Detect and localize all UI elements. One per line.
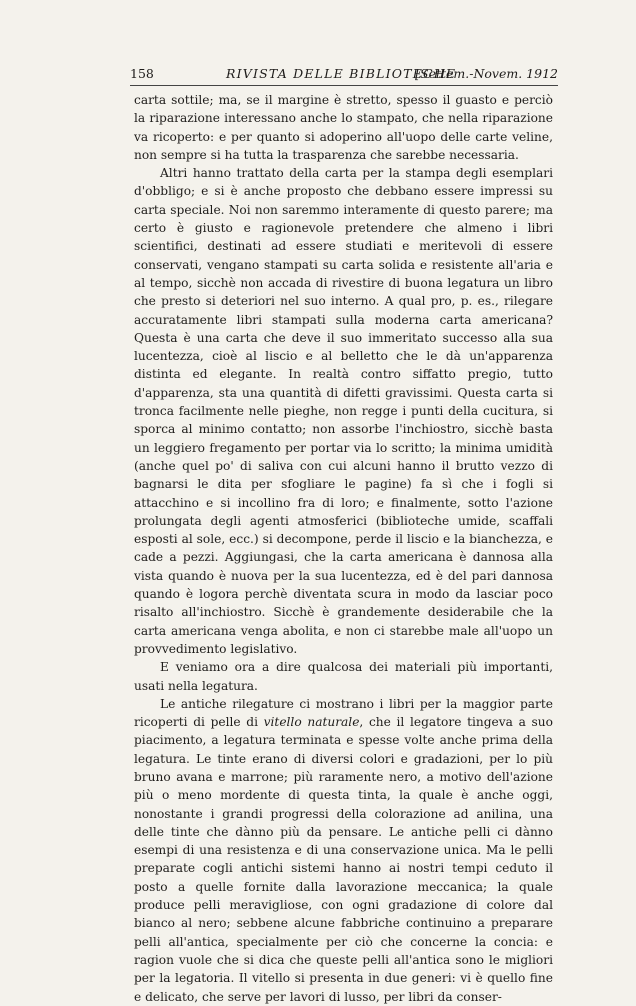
paragraph-4-text-b: , che il legatore tingeva a suo piacimento, a legatura terminata e spesse volte anche prima della legatura. Le tinte erano di diversi colori e gradazioni, per lo più bruno avana e marrone; più raramente nero, a motivo dell'azione più o meno mordente di questa tinta, la quale è anche oggi, nonostante i grandi progressi della colorazione ad anilina, una delle tinte che dànno più da pensare. Le antiche pelli ci dànno esempi di una resistenza e di una conservazione unica. Ma le pelli preparate cogli antichi sistemi hanno ai nostri tempi ceduto il posto a quelle fornite dalla lavorazione meccanica; la quale produce pelli meravigliose, con ogni gradazione di colore dal bianco al nero; sebbene alcune fabbriche continuino a preparare pelli all'antica, specialmente per ciò che concerne la concia: e ragion vuole che si dica che queste pelli all'antica sono le migliori per la legatoria. Il vitello si presenta in due generi: vi è quello fine e delicato, che serve per lavori di lusso, per libri da conser- <box>134 715 553 1004</box>
paragraph-3: E veniamo ora a dire qualcosa dei materiali più importanti, usati nella legatura. <box>134 660 553 693</box>
journal-title: RIVISTA DELLE BIBLIOTECHE <box>226 66 457 81</box>
paragraph-4 <box>134 695 553 1006</box>
paragraph-4-text-a: Le antiche rilegature ci mostrano i libri per la maggior parte ricoperti di pelle di <box>134 696 553 730</box>
issue-date: [Settem.-Novem. 1912 <box>415 66 558 81</box>
header-rule <box>130 85 558 86</box>
paragraph-2: Altri hanno trattato della carta per la stampa degli esemplari d'obbligo; e si è anche proposto che debbano essere impressi su carta speciale. Noi non saremmo interamente di questo parere; ma certo è giusto e ragionevole pretendere che almeno i libri scientifici, destinati ad essere studiati e meritevoli di essere conservati, vengano stampati su carta solida e resistente all'aria e al tempo, sicchè non accada di rivestire di buona legatura un libro che presto si deteriori nel suo interno. A qual pro, p. es., rilegare accuratamente libri stampati sulla moderna carta americana? Questa è una carta che deve il suo immeritato successo alla sua lucentezza, cioè al liscio e al belletto che le dà un'apparenza distinta ed elegante. In realtà contro siffatto pregio, tutto d'apparenza, sta una quantità di difetti gravissimi. Questa carta si tronca facilmente nelle pieghe, non regge i punti della cucitura, si sporca al minimo contatto; non assorbe l'inchiostro, sicchè basta un leggiero fregamento per portar via lo scritto; la minima umidità (anche quel po' di saliva con cui alcuni hanno il brutto vezzo di bagnarsi le dita per sfogliare le pagine) fa sì che i fogli si attacchino e si incollino fra di loro; e finalmente, sotto l'azione prolungata degli agenti atmosferici (biblioteche umide, scaffali esposti al sole, ecc.) si decompone, perde il liscio e la bianchezza, e cade a pezzi. Aggiungasi, che la carta americana è dannosa alla vista quando è nuova per la sua lucentezza, ed è del pari dannosa quando è logora perchè diventata scura in modo da lasciar poco risalto all'inchiostro. Sicchè è grandemente desiderabile che la carta americana venga abolita, e non ci starebbe male all'uopo un provvedimento legislativo. <box>134 166 553 656</box>
running-header <box>130 64 558 84</box>
body-text <box>134 91 553 1006</box>
paragraph-1: carta sottile; ma, se il margine è stretto, spesso il guasto e perciò la riparazione interessano anche lo stampato, che nella riparazione va ricoperto: e per quanto si adoperino all'uopo delle carte veline, non sempre si ha tutta la trasparenza che sarebbe necessaria. <box>134 93 553 162</box>
page-number: 158 <box>130 66 154 81</box>
paragraph-4-italic: vitello naturale <box>263 715 360 730</box>
